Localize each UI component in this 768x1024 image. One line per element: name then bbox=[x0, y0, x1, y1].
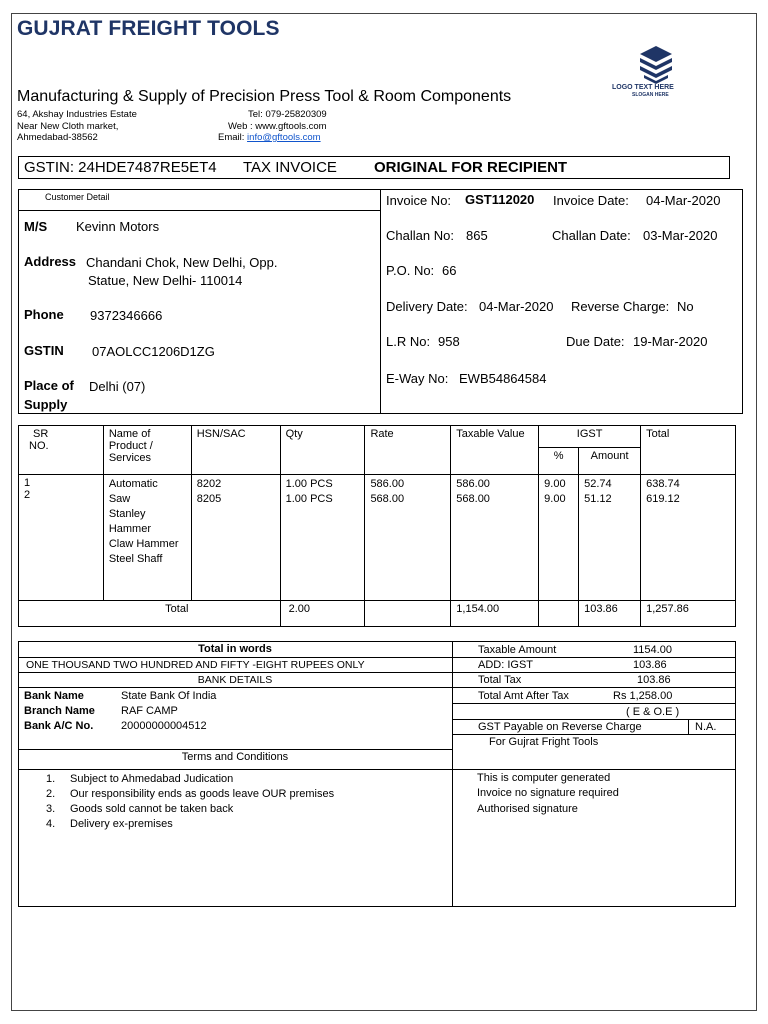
taxable-amount: 1154.00 bbox=[633, 644, 672, 656]
summary-line bbox=[452, 672, 736, 673]
hsn-cell bbox=[191, 475, 280, 601]
taxable-amount-label: Taxable Amount bbox=[478, 644, 557, 656]
detail-divider bbox=[380, 189, 381, 414]
company-name: GUJRAT FREIGHT TOOLS bbox=[17, 17, 280, 40]
company-web bbox=[228, 121, 327, 133]
words-text-line bbox=[18, 672, 452, 673]
total-header: Total bbox=[641, 426, 736, 475]
pct-value: 9.00 bbox=[544, 478, 566, 490]
gstin-label: GSTIN bbox=[24, 343, 64, 358]
sr-header-text-2: NO. bbox=[29, 440, 49, 452]
customer-gstin: 07AOLCC1206D1ZG bbox=[92, 344, 215, 359]
branch-name: RAF CAMP bbox=[121, 705, 178, 717]
address-line: 64, Akshay Industries Estate bbox=[17, 109, 137, 120]
name-header-text: Name of bbox=[108, 428, 151, 440]
logo-slogan: SLOGAN HERE bbox=[632, 92, 669, 98]
words-heading: Total in words bbox=[198, 643, 272, 655]
after-tax-amount: Rs 1,258.00 bbox=[613, 690, 673, 702]
lr-no: 958 bbox=[438, 334, 460, 349]
total-amount: 103.86 bbox=[579, 601, 641, 627]
customer-header-line bbox=[18, 210, 380, 211]
for-company-label: For Gujrat Fright Tools bbox=[489, 736, 599, 748]
igst-header: IGST bbox=[539, 426, 641, 448]
term-item: 4. Delivery ex-premises bbox=[46, 818, 173, 830]
delivery-date: 04-Mar-2020 bbox=[479, 299, 554, 314]
challan-date-label: Challan Date: bbox=[552, 228, 631, 243]
name-cell bbox=[103, 475, 191, 601]
email-link[interactable]: info@gftools.com bbox=[247, 132, 321, 143]
computer-generated-note: This is computer generated bbox=[477, 772, 611, 784]
authorised-signature: Authorised signature bbox=[477, 803, 578, 815]
qty-value: 1.00 PCS bbox=[285, 493, 333, 505]
total-tax: 103.86 bbox=[637, 674, 671, 686]
amount-in-words: ONE THOUSAND TWO HUNDRED AND FIFTY -EIGHT RUPEES ONLY bbox=[26, 659, 365, 671]
total-pct-blank bbox=[539, 601, 579, 627]
igst-amount: 103.86 bbox=[633, 659, 667, 671]
gst-reverse-value: N.A. bbox=[695, 721, 717, 733]
rate-value: 586.00 bbox=[370, 478, 405, 490]
reverse-charge-label: Reverse Charge: bbox=[571, 299, 670, 314]
hsn-value: 8205 bbox=[196, 493, 222, 505]
name-header-text-3: Services bbox=[108, 452, 152, 464]
sr-value: 1 bbox=[24, 477, 31, 489]
items-header-row bbox=[19, 426, 736, 448]
summary-line bbox=[452, 734, 736, 735]
amount-value: 51.12 bbox=[584, 493, 612, 505]
customer-section-label: Customer Detail bbox=[45, 192, 110, 202]
eway-no: EWB54864584 bbox=[459, 371, 547, 386]
product-name: Saw bbox=[108, 493, 131, 505]
taxable-cell bbox=[451, 475, 539, 601]
rate-value: 568.00 bbox=[370, 493, 405, 505]
address-line: Near New Cloth market, bbox=[17, 120, 119, 132]
invoice-no: GST112020 bbox=[465, 192, 535, 207]
terms-heading: Terms and Conditions bbox=[181, 751, 289, 763]
qty-value: 1.00 PCS bbox=[285, 478, 333, 490]
product-name: Automatic bbox=[108, 478, 158, 490]
total-qty: 2.00 bbox=[280, 601, 365, 627]
qty-cell bbox=[280, 475, 365, 601]
term-item: 3. Goods sold cannot be taken back bbox=[46, 803, 234, 815]
po-label: P.O. No: bbox=[386, 263, 435, 278]
term-item: 2. Our responsibility ends as goods leave OUR premises bbox=[46, 788, 335, 800]
igst-label: ADD: IGST bbox=[478, 659, 534, 671]
total-value: 638.74 bbox=[646, 478, 680, 490]
customer-address-line1: Chandani Chok, New Delhi, Opp. bbox=[86, 255, 278, 270]
bank-name: State Bank Of India bbox=[121, 690, 217, 702]
bank-name-label: Bank Name bbox=[24, 690, 84, 702]
summary-line bbox=[452, 719, 736, 720]
ac-number: 20000000004512 bbox=[121, 720, 207, 732]
items-body-row bbox=[19, 475, 736, 601]
due-date: 19-Mar-2020 bbox=[633, 334, 708, 349]
taxable-value: 568.00 bbox=[456, 493, 490, 505]
name-header bbox=[103, 426, 191, 475]
words-heading-line bbox=[18, 657, 452, 658]
company-email bbox=[218, 132, 321, 144]
footer-divider bbox=[452, 641, 453, 907]
invoice-date-label: Invoice Date: bbox=[553, 193, 629, 208]
invoice-date: 04-Mar-2020 bbox=[646, 193, 721, 208]
terms-list bbox=[46, 772, 334, 832]
original-label: ORIGINAL FOR RECIPIENT bbox=[374, 159, 568, 176]
taxable-header: Taxable Value bbox=[451, 426, 539, 475]
customer-address-line2: Statue, New Delhi- 110014 bbox=[88, 273, 243, 288]
product-name-extra: Stanley bbox=[108, 508, 146, 520]
ac-label: Bank A/C No. bbox=[24, 720, 94, 732]
company-address bbox=[17, 109, 137, 144]
term-text: Delivery ex-premises bbox=[70, 818, 173, 830]
summary-line bbox=[452, 703, 736, 704]
bank-heading-line bbox=[18, 687, 452, 688]
po-no: 66 bbox=[442, 263, 457, 278]
pct-header: % bbox=[539, 448, 579, 475]
gstin-banner bbox=[18, 156, 730, 179]
delivery-date-label: Delivery Date: bbox=[386, 299, 468, 314]
ms-label: M/S bbox=[24, 219, 48, 234]
challan-no: 865 bbox=[466, 228, 488, 243]
pct-value: 9.00 bbox=[544, 493, 566, 505]
no-signature-note: Invoice no signature required bbox=[477, 787, 619, 799]
branch-label: Branch Name bbox=[24, 705, 95, 717]
place-label: Place of bbox=[24, 378, 74, 393]
email-label: Email: bbox=[218, 132, 248, 143]
rate-cell bbox=[365, 475, 451, 601]
seller-gstin: GSTIN: 24HDE7487RE5ET4 bbox=[24, 159, 217, 176]
total-cell bbox=[641, 475, 736, 601]
summary-line bbox=[452, 687, 736, 688]
customer-name: Kevinn Motors bbox=[76, 219, 160, 234]
total-tax-label: Total Tax bbox=[478, 674, 522, 686]
reverse-charge-divider bbox=[688, 719, 689, 734]
web-label: Web : bbox=[228, 121, 256, 132]
eoe-note: ( E & O.E ) bbox=[626, 706, 680, 718]
term-item: 1. Subject to Ahmedabad Judication bbox=[46, 773, 234, 785]
reverse-charge: No bbox=[677, 299, 694, 314]
logo-text: LOGO TEXT HERE bbox=[612, 84, 674, 91]
address-line: Ahmedabad-38562 bbox=[17, 132, 98, 143]
product-name-extra: Hammer bbox=[108, 523, 151, 535]
summary-line bbox=[452, 657, 736, 658]
challan-date: 03-Mar-2020 bbox=[643, 228, 718, 243]
bank-bottom-line bbox=[18, 749, 452, 750]
gst-reverse-label: GST Payable on Reverse Charge bbox=[478, 721, 642, 733]
customer-phone: 9372346666 bbox=[90, 308, 163, 323]
term-text: Goods sold cannot be taken back bbox=[70, 803, 234, 815]
grand-total: 1,257.86 bbox=[641, 601, 736, 627]
sr-header bbox=[19, 426, 104, 475]
total-taxable: 1,154.00 bbox=[451, 601, 539, 627]
qty-header: Qty bbox=[280, 426, 365, 475]
term-text: Our responsibility ends as goods leave OUR premises bbox=[70, 788, 335, 800]
amount-cell bbox=[579, 475, 641, 601]
tax-invoice-label: TAX INVOICE bbox=[243, 159, 337, 176]
pct-cell bbox=[539, 475, 579, 601]
sr-cell bbox=[19, 475, 104, 601]
tel-value: 079-25820309 bbox=[265, 109, 327, 120]
company-logo bbox=[604, 44, 714, 104]
amount-value: 52.74 bbox=[584, 478, 612, 490]
taxable-value: 586.00 bbox=[456, 478, 490, 490]
total-label: Total bbox=[19, 601, 281, 627]
challan-no-label: Challan No: bbox=[386, 228, 454, 243]
place-of-supply: Delhi (07) bbox=[89, 379, 146, 394]
lr-label: L.R No: bbox=[386, 334, 431, 349]
rate-header: Rate bbox=[365, 426, 451, 475]
web-value: www.gftools.com bbox=[255, 121, 327, 132]
amount-header: Amount bbox=[579, 448, 641, 475]
summary-line bbox=[452, 769, 736, 770]
sr-header-text: SR bbox=[33, 428, 49, 440]
tel-label: Tel: bbox=[248, 109, 266, 120]
invoice-no-label: Invoice No: bbox=[386, 193, 452, 208]
company-tagline: Manufacturing & Supply of Precision Press Tool & Room Components bbox=[17, 88, 512, 105]
product-name-extra: Steel Shaff bbox=[108, 553, 163, 565]
sr-value: 2 bbox=[24, 489, 31, 501]
eway-label: E-Way No: bbox=[386, 371, 449, 386]
total-value: 619.12 bbox=[646, 493, 680, 505]
after-tax-label: Total Amt After Tax bbox=[478, 690, 569, 702]
total-rate-blank bbox=[365, 601, 451, 627]
address-label: Address bbox=[24, 254, 77, 269]
items-total-row bbox=[19, 601, 736, 627]
hsn-header: HSN/SAC bbox=[191, 426, 280, 475]
phone-label: Phone bbox=[24, 307, 64, 322]
items-table bbox=[18, 425, 736, 627]
hsn-value: 8202 bbox=[196, 478, 222, 490]
place-label-2: Supply bbox=[24, 397, 68, 412]
bank-heading: BANK DETAILS bbox=[197, 674, 273, 686]
term-text: Subject to Ahmedabad Judication bbox=[70, 773, 234, 785]
due-date-label: Due Date: bbox=[566, 334, 625, 349]
company-tel bbox=[248, 109, 327, 121]
product-name-extra: Claw Hammer bbox=[108, 538, 179, 550]
terms-heading-line bbox=[18, 769, 452, 770]
name-header-text-2: Product / bbox=[108, 440, 153, 452]
